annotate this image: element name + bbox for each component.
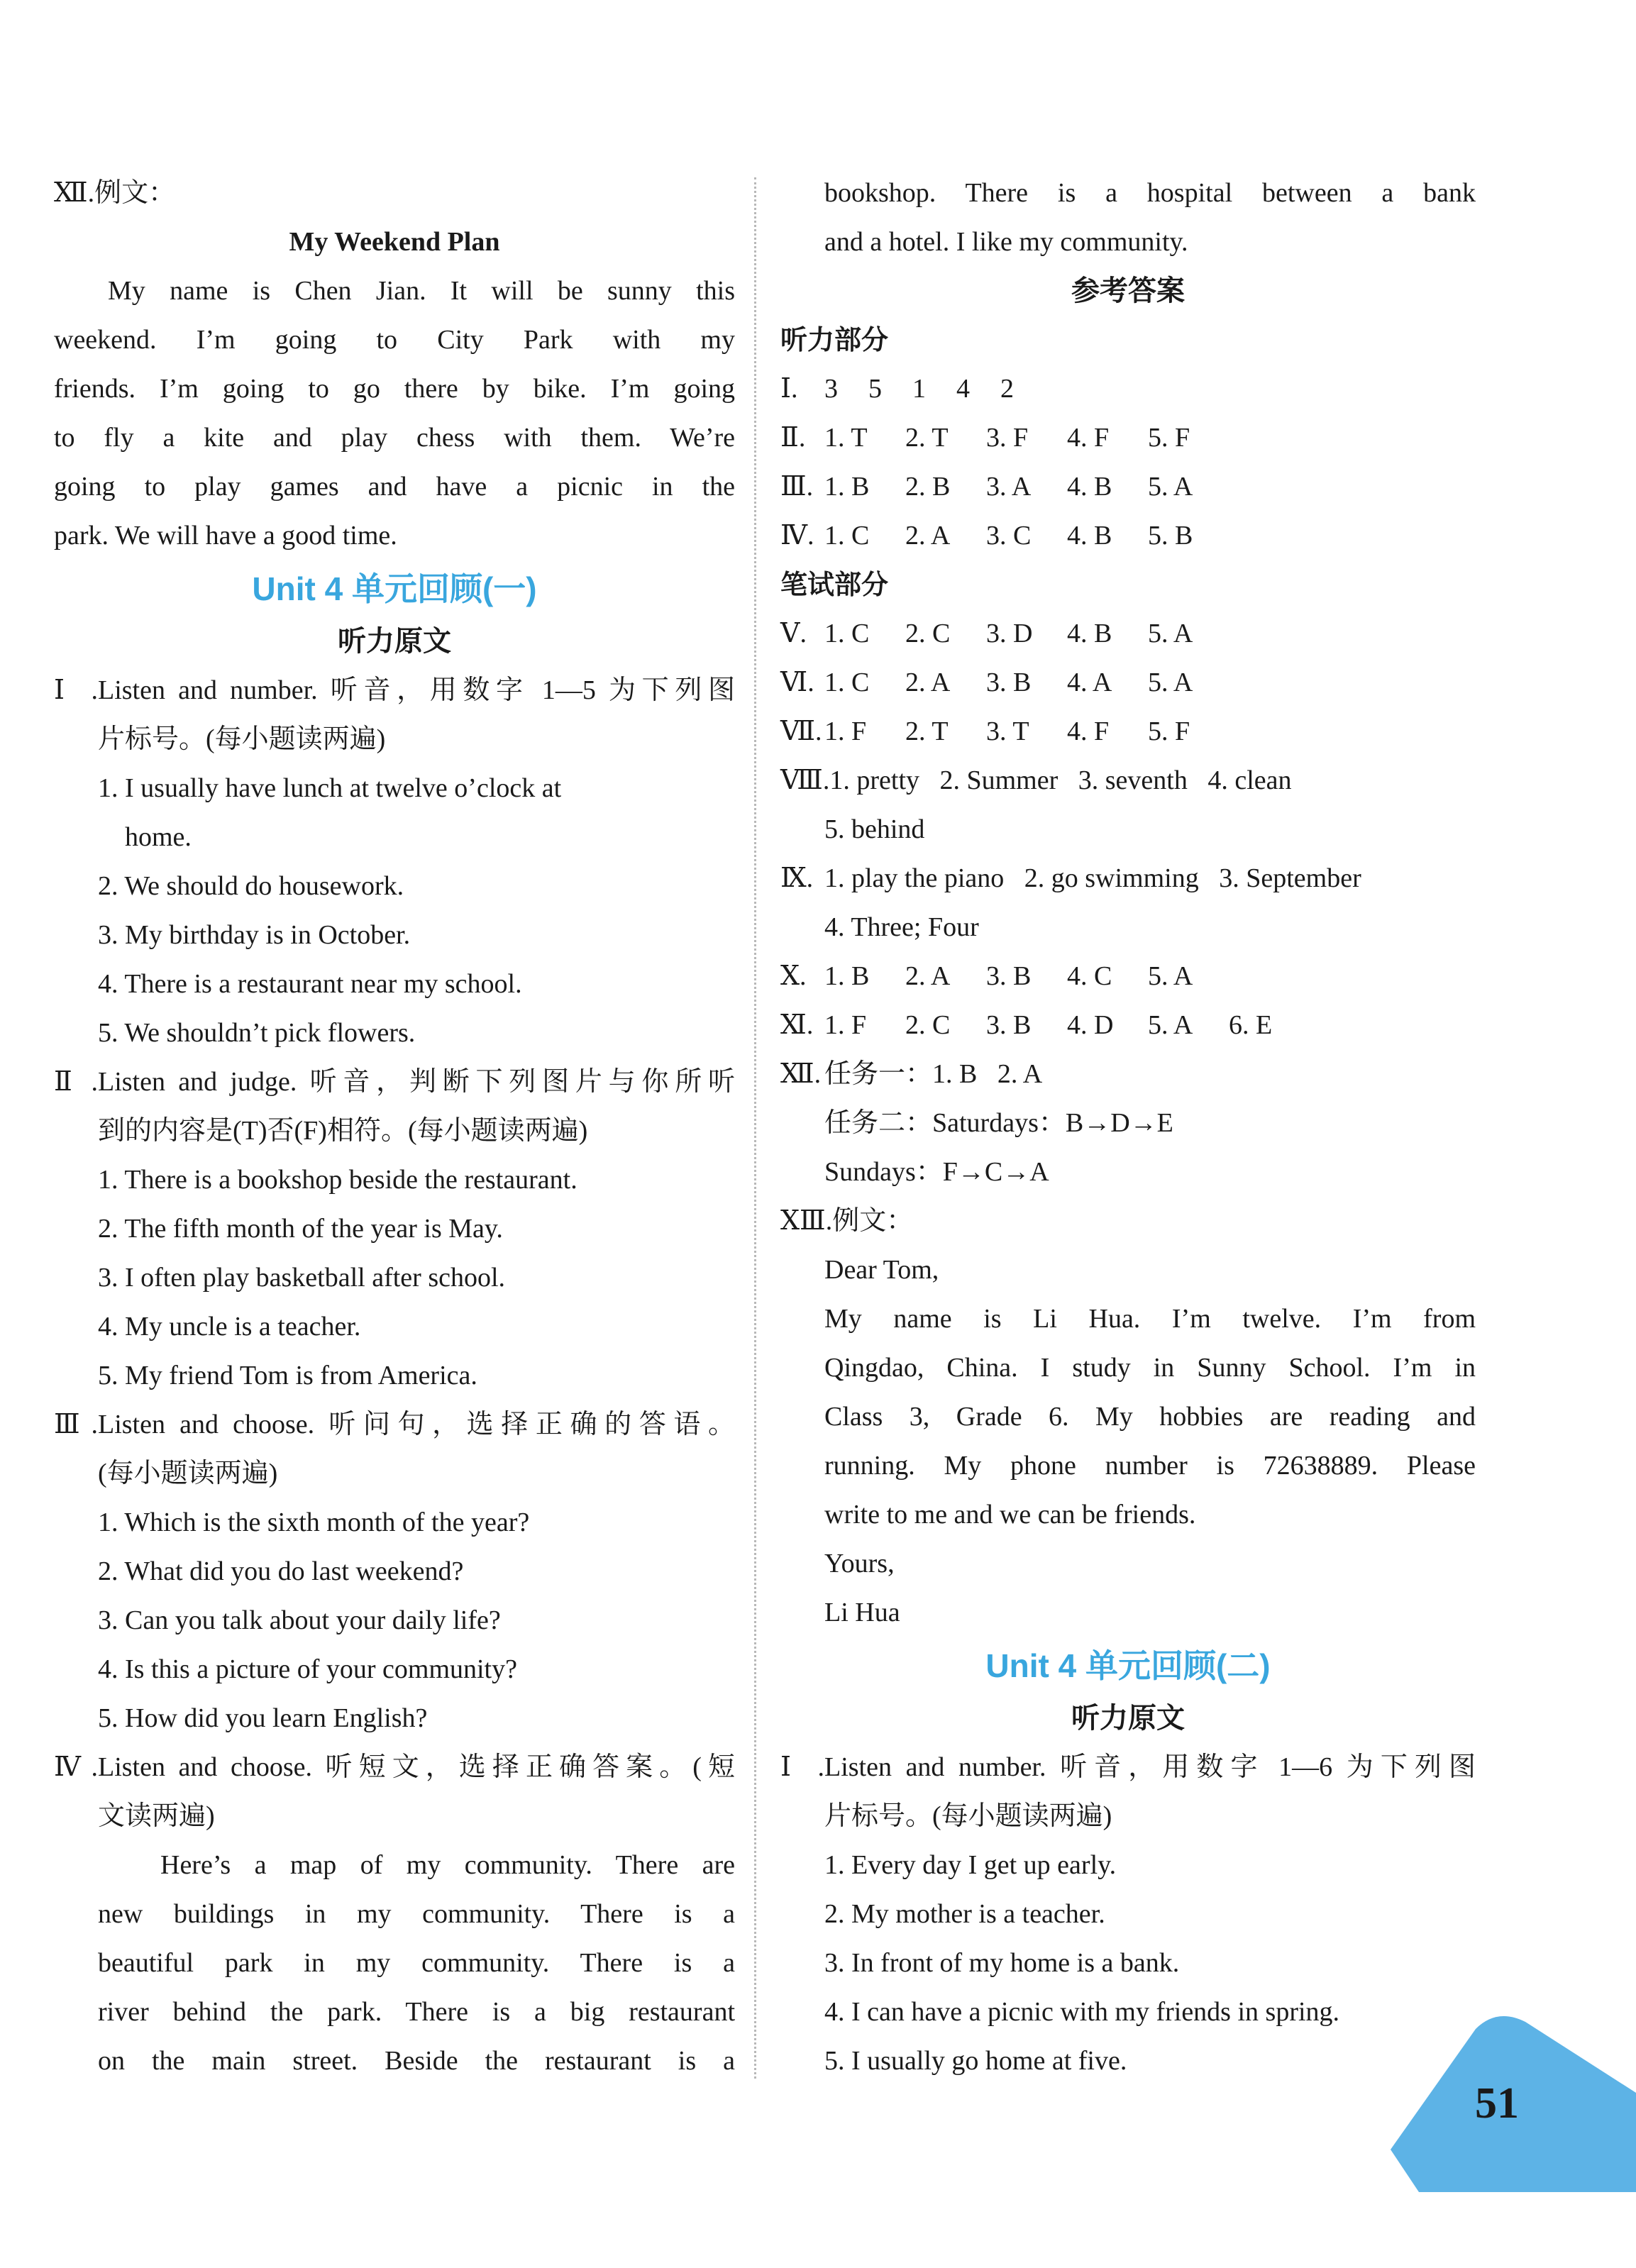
- answer: 2. C: [905, 1010, 951, 1040]
- answer: 6. E: [1229, 1010, 1273, 1040]
- answer: 3. B: [986, 668, 1032, 697]
- passage-line: beautiful park in my community. There is a: [98, 1948, 735, 1978]
- letter-line: write to me and we can be friends.: [824, 1500, 1196, 1529]
- section-heading: [54, 1743, 735, 1792]
- answer: 3. F: [986, 423, 1029, 453]
- answer: 3: [824, 374, 838, 404]
- answer: 4: [956, 374, 970, 404]
- answer-marker: Ⅳ.: [780, 521, 814, 551]
- essay-line: going to play games and have a picnic in the: [54, 472, 735, 502]
- list-item: 5. My friend Tom is from America.: [98, 1361, 477, 1390]
- answer: 3. B: [986, 961, 1032, 991]
- section-instruction-cont: (每小题读两遍): [98, 1459, 278, 1488]
- section-heading: [54, 1400, 735, 1449]
- letter-line: Class 3, Grade 6. My hobbies are reading and: [824, 1402, 1476, 1432]
- answer: 1. B: [824, 472, 870, 502]
- answer: 5. A: [1148, 472, 1193, 502]
- list-item: 1. I usually have lunch at twelve o’clock at: [98, 773, 562, 803]
- right-column: [780, 169, 1476, 2086]
- section-heading: [54, 666, 735, 715]
- list-item: 3. Can you talk about your daily life?: [98, 1605, 501, 1635]
- section-instruction: Listen and judge. 听音，判断下列图片与你所听: [98, 1067, 735, 1097]
- answer: 4. F: [1067, 423, 1110, 453]
- answer: 2. A: [905, 521, 951, 551]
- letter-line: My name is Li Hua. I’m twelve. I’m from: [824, 1304, 1476, 1334]
- list-item: 2. My mother is a teacher.: [824, 1899, 1105, 1929]
- page-number: 51: [1475, 2079, 1519, 2128]
- unit-title: Unit 4 单元回顾(二): [985, 1647, 1271, 1684]
- passage-line: new buildings in my community. There is a: [98, 1899, 735, 1929]
- answer-marker: Ⅲ.: [780, 472, 814, 502]
- section-instruction: Listen and choose. 听短文，选择正确答案。(短: [98, 1752, 735, 1782]
- answer: 1. T: [824, 423, 868, 453]
- passage-line: river behind the park. There is a big restaurant: [98, 1997, 735, 2027]
- answer: 3. C: [986, 521, 1032, 551]
- answer: 3. T: [986, 717, 1029, 746]
- section-instruction: Listen and number. 听音，用数字 1—5 为下列图: [98, 675, 735, 705]
- list-item: 4. My uncle is a teacher.: [98, 1312, 361, 1342]
- answer-row: [780, 1197, 1476, 1246]
- list-item: 5. I usually go home at five.: [824, 2046, 1127, 2076]
- list-item: 3. In front of my home is a bank.: [824, 1948, 1180, 1978]
- left-column: [54, 169, 735, 2086]
- section-marker: Ⅰ.: [54, 675, 98, 705]
- list-item: 4. I can have a picnic with my friends in spring.: [824, 1997, 1340, 2027]
- answer: 2. T: [905, 423, 949, 453]
- answer: 1. C: [824, 668, 870, 697]
- answer: 4. C: [1067, 961, 1112, 991]
- passage-line: on the main street. Beside the restaurant is a: [98, 2046, 735, 2076]
- answer: 5. A: [1148, 619, 1193, 648]
- answer-text: Sundays：F→C→A: [824, 1157, 1049, 1187]
- answer-marker: Ⅱ.: [780, 423, 806, 453]
- answer-row: [780, 854, 1476, 903]
- list-item: 2. What did you do last weekend?: [98, 1556, 464, 1586]
- answer-row: [780, 414, 1476, 463]
- answer-text: 任务二：Saturdays：B→D→E: [824, 1108, 1173, 1138]
- essay-line: weekend. I’m going to City Park with my: [54, 325, 735, 355]
- answer: 5. A: [1148, 668, 1193, 697]
- list-item: 1. Which is the sixth month of the year?: [98, 1508, 530, 1537]
- list-item: 1. Every day I get up early.: [824, 1850, 1117, 1880]
- essay-line: My name is Chen Jian. It will be sunny this: [108, 276, 735, 306]
- answer-marker: Ⅵ.: [780, 668, 814, 697]
- written-part-heading: 笔试部分: [780, 569, 889, 600]
- answer: 5. F: [1148, 423, 1190, 453]
- answer-text: 1. play the piano 2. go swimming 3. September: [824, 863, 1361, 893]
- answer: 1. F: [824, 1010, 867, 1040]
- answer: 5. A: [1148, 961, 1193, 991]
- answer-marker: Ⅹ.: [780, 961, 807, 991]
- answer-row: [780, 756, 1476, 805]
- answer: 4. B: [1067, 619, 1112, 648]
- answer: 2. B: [905, 472, 951, 502]
- list-item: 5. How did you learn English?: [98, 1703, 428, 1733]
- answer: 1: [912, 374, 926, 404]
- answer-row: [780, 511, 1476, 560]
- essay-line: park. We will have a good time.: [54, 521, 397, 551]
- section-instruction: Listen and number. 听音，用数字 1—6 为下列图: [824, 1752, 1476, 1782]
- answer: 2. A: [905, 668, 951, 697]
- answer-marker: Ⅰ.: [780, 374, 798, 404]
- answer: 3. B: [986, 1010, 1032, 1040]
- section-instruction-cont: 文读两遍): [98, 1801, 215, 1831]
- answer-text: 任务一：1. B 2. A: [824, 1059, 1043, 1089]
- answer: 3. D: [986, 619, 1033, 648]
- answer: 1. C: [824, 521, 870, 551]
- letter-line: running. My phone number is 72638889. Please: [824, 1451, 1476, 1481]
- section-instruction-cont: 片标号。(每小题读两遍): [98, 724, 386, 754]
- answer-marker: Ⅸ.: [780, 863, 814, 893]
- answer: 4. D: [1067, 1010, 1114, 1040]
- answer-row: [780, 658, 1476, 707]
- answer: 5. F: [1148, 717, 1190, 746]
- answer: 1. F: [824, 717, 867, 746]
- list-item: 5. We shouldn’t pick flowers.: [98, 1018, 416, 1048]
- answer: 1. B: [824, 961, 870, 991]
- list-item: home.: [125, 822, 192, 852]
- section-marker: Ⅳ.: [54, 1752, 98, 1782]
- passage-line: bookshop. There is a hospital between a bank: [824, 178, 1476, 208]
- passage-line: Here’s a map of my community. There are: [160, 1850, 735, 1880]
- answer-marker: Ⅴ.: [780, 619, 807, 648]
- answer: 5. A: [1148, 1010, 1193, 1040]
- section-heading: [54, 1058, 735, 1107]
- essay-line: friends. I’m going to go there by bike. I’m going: [54, 374, 735, 404]
- letter-line: Dear Tom,: [824, 1255, 939, 1285]
- section-marker: Ⅱ.: [54, 1067, 98, 1097]
- passage-line: and a hotel. I like my community.: [824, 227, 1188, 257]
- section-instruction: Listen and choose. 听问句，选择正确的答语。: [98, 1410, 735, 1439]
- answer: 2. T: [905, 717, 949, 746]
- answer: 2. A: [905, 961, 951, 991]
- letter-line: Li Hua: [824, 1598, 900, 1627]
- answer: 2. C: [905, 619, 951, 648]
- section-marker: Ⅰ.: [780, 1752, 824, 1782]
- answer: 4. B: [1067, 472, 1112, 502]
- answer-marker: Ⅻ.: [780, 1059, 822, 1089]
- answer: 1. C: [824, 619, 870, 648]
- answer-marker: Ⅺ.: [780, 1010, 814, 1040]
- answer-row: [780, 609, 1476, 658]
- answer: 5. B: [1148, 521, 1193, 551]
- answer-row: [780, 463, 1476, 511]
- section-instruction-cont: 到的内容是(T)否(F)相符。(每小题读两遍): [98, 1116, 588, 1146]
- answer: 5: [868, 374, 882, 404]
- list-item: 4. Is this a picture of your community?: [98, 1654, 517, 1684]
- answer: 2: [1000, 374, 1014, 404]
- answer-text: 4. Three; Four: [824, 912, 979, 942]
- section-instruction-cont: 片标号。(每小题读两遍): [824, 1801, 1112, 1831]
- answer-row: [780, 365, 1476, 414]
- list-item: 4. There is a restaurant near my school.: [98, 969, 522, 999]
- list-item: 3. I often play basketball after school.: [98, 1263, 506, 1293]
- essay-title: My Weekend Plan: [289, 227, 500, 257]
- essay-line: to fly a kite and play chess with them. We’re: [54, 423, 735, 453]
- answer: 4. B: [1067, 521, 1112, 551]
- answer-row: [780, 1001, 1476, 1050]
- section-xiii-label: Ⅻ.例文：: [54, 178, 176, 208]
- answers-heading: 参考答案: [1071, 275, 1185, 307]
- section-heading: [780, 1743, 1476, 1792]
- letter-line: Yours,: [824, 1549, 895, 1578]
- answer: 4. F: [1067, 717, 1110, 746]
- listening-heading: 听力原文: [1071, 1702, 1185, 1735]
- answer-row: [780, 1050, 1476, 1099]
- answer-row: [780, 952, 1476, 1001]
- listening-heading: 听力原文: [338, 625, 451, 658]
- unit-title: Unit 4 单元回顾(一): [252, 570, 537, 607]
- listening-part-heading: 听力部分: [780, 324, 889, 355]
- answer: 4. A: [1067, 668, 1112, 697]
- answer-marker: Ⅷ.: [780, 765, 830, 795]
- answer-text: 1. pretty 2. Summer 3. seventh 4. clean: [829, 765, 1292, 795]
- answer-marker: Ⅶ.: [780, 717, 822, 746]
- list-item: 1. There is a bookshop beside the restaurant.: [98, 1165, 577, 1195]
- answer-row: [780, 707, 1476, 756]
- answer-text: 例文：: [832, 1206, 914, 1236]
- section-marker: Ⅲ.: [54, 1410, 98, 1439]
- answer-text: 5. behind: [824, 814, 925, 844]
- list-item: 3. My birthday is in October.: [98, 920, 411, 950]
- list-item: 2. We should do housework.: [98, 871, 404, 901]
- list-item: 2. The fifth month of the year is May.: [98, 1214, 503, 1244]
- answer: 3. A: [986, 472, 1032, 502]
- answer-marker: ⅩⅢ.: [780, 1206, 833, 1236]
- column-divider: [754, 177, 756, 2079]
- letter-line: Qingdao, China. I study in Sunny School. I’m in: [824, 1353, 1476, 1383]
